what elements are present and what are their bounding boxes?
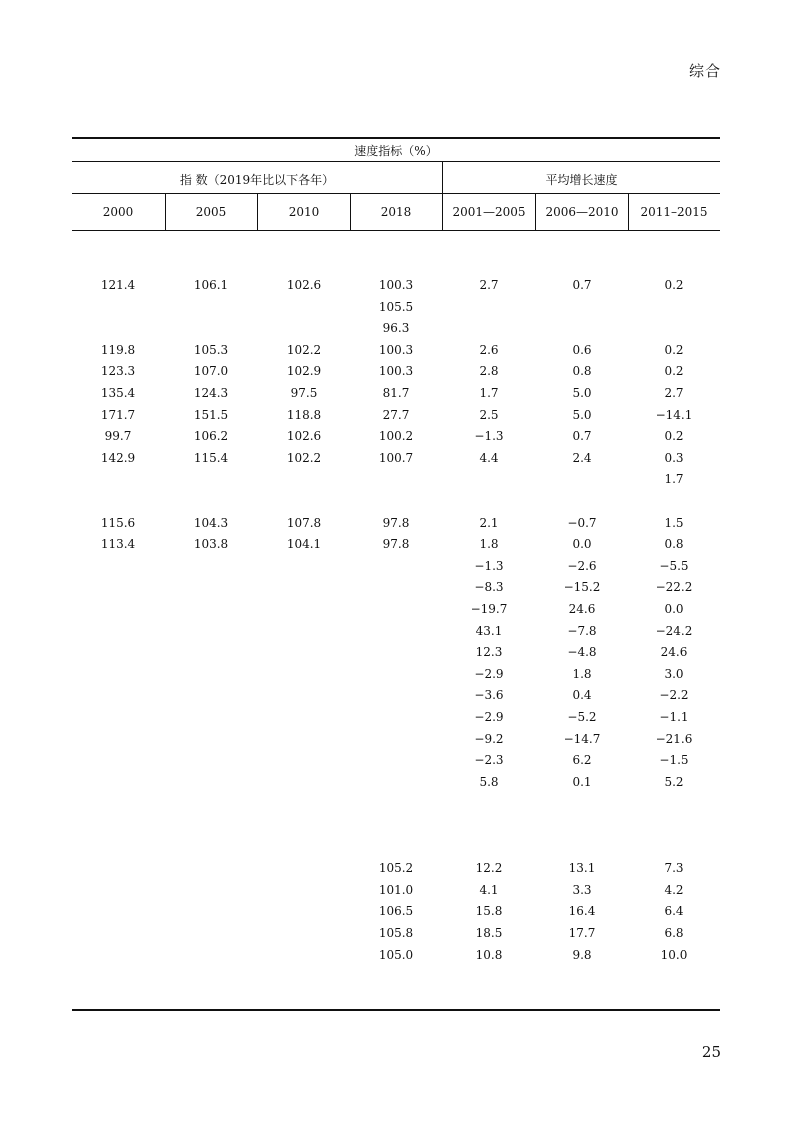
page-number: 25 [701, 1043, 721, 1061]
table-cell [258, 814, 350, 836]
table-cell: 16.4 [568, 904, 596, 919]
table-cell: 102.2 [286, 342, 322, 357]
table-cell [258, 663, 350, 685]
table-cell: 0.7 [572, 278, 592, 292]
table-cell: 0.2 [664, 364, 684, 379]
title-bottom-rule [72, 161, 720, 162]
table-cell [72, 922, 164, 944]
table-cell [72, 468, 164, 490]
table-cell [536, 317, 628, 339]
table-cell: 2.7 [664, 386, 684, 400]
table-cell [350, 728, 442, 750]
column-header: 2018 [380, 205, 412, 219]
table-cell: −2.6 [567, 558, 597, 573]
table-cell [165, 598, 257, 620]
table-cell: −14.1 [655, 407, 693, 422]
table-cell: −19.7 [470, 602, 508, 616]
table-cell: 135.4 [100, 386, 136, 400]
table-cell [258, 792, 350, 814]
table-cell: 1.7 [664, 472, 684, 487]
table-cell: −14.7 [563, 731, 601, 746]
header-bottom-rule [72, 230, 720, 231]
table-cell [72, 879, 164, 901]
table-cell: 2.5 [479, 407, 499, 422]
table-cell [72, 728, 164, 750]
table-cell [165, 749, 257, 771]
table-cell: 6.2 [572, 753, 592, 768]
table-cell: −15.2 [563, 580, 601, 595]
table-cell: 0.0 [572, 537, 592, 552]
table-cell [165, 728, 257, 750]
table-cell [350, 620, 442, 642]
table-cell: 12.2 [475, 861, 503, 876]
table-cell [443, 468, 535, 490]
table-cell: −4.8 [567, 645, 597, 660]
table-cell: 81.7 [382, 386, 410, 400]
table-cell: 4.2 [664, 882, 684, 897]
table-cell [165, 317, 257, 339]
table-cell: 97.5 [290, 386, 318, 400]
table-cell: 13.1 [568, 861, 596, 876]
table-cell: 0.8 [664, 537, 684, 552]
table-cell: 107.0 [193, 364, 229, 379]
table-cell: −2.2 [659, 688, 689, 703]
table-cell [350, 706, 442, 728]
table-cell: 115.4 [193, 450, 229, 465]
table-cell [350, 771, 442, 793]
table-cell [72, 296, 164, 318]
table-cell: 124.3 [193, 386, 229, 400]
table-cell [165, 490, 257, 512]
table-cell [72, 836, 164, 858]
table-cell [72, 598, 164, 620]
table-cell [165, 944, 257, 966]
table-cell: 18.5 [475, 926, 503, 940]
table-cell: 5.0 [572, 407, 592, 422]
table-cell [72, 900, 164, 922]
table-cell [258, 598, 350, 620]
table-cell [443, 296, 535, 318]
table-cell [258, 944, 350, 966]
table-cell: 97.8 [382, 515, 410, 530]
table-cell [72, 944, 164, 966]
table-cell: 107.8 [286, 515, 322, 530]
table-cell [258, 641, 350, 663]
table-cell [72, 706, 164, 728]
table-cell [258, 749, 350, 771]
table-cell [350, 663, 442, 685]
table-cell [72, 620, 164, 642]
table-cell: 4.4 [479, 450, 499, 465]
table-cell [536, 296, 628, 318]
table-cell [258, 317, 350, 339]
table-cell: 10.0 [660, 947, 688, 962]
table-title: 速度指标（%） [354, 144, 438, 158]
table-cell [165, 857, 257, 879]
table-cell: 1.8 [572, 666, 592, 681]
table-cell: 105.5 [378, 299, 414, 314]
table-cell: 0.8 [572, 364, 592, 379]
table-cell: 2.4 [572, 450, 592, 465]
table-cell: −8.3 [474, 580, 504, 595]
table-cell: −1.5 [659, 753, 689, 768]
table-cell: −21.6 [655, 731, 693, 746]
table-cell: 0.0 [664, 602, 684, 616]
table-cell: 2.8 [479, 364, 499, 379]
table-cell [72, 490, 164, 512]
table-cell: 104.3 [193, 515, 229, 530]
table-cell [165, 706, 257, 728]
table-cell [258, 836, 350, 858]
table-cell: 102.9 [286, 364, 322, 379]
table-cell [165, 468, 257, 490]
section-tag: 综合 [688, 62, 721, 80]
table-cell [72, 555, 164, 577]
table-cell: 101.0 [378, 882, 414, 897]
table-cell [72, 663, 164, 685]
table-cell [350, 576, 442, 598]
table-cell [165, 663, 257, 685]
column-header: 2011–2015 [640, 205, 708, 219]
table-cell [443, 490, 535, 512]
table-cell [258, 555, 350, 577]
table-cell [350, 792, 442, 814]
table-cell [165, 792, 257, 814]
table-cell [165, 879, 257, 901]
table-cell [536, 468, 628, 490]
table-cell [628, 296, 720, 318]
table-cell: 100.3 [378, 278, 414, 292]
table-cell [165, 836, 257, 858]
table-cell: 9.8 [572, 947, 592, 962]
table-cell: 0.7 [572, 429, 592, 444]
table-cell: 151.5 [193, 407, 229, 422]
table-cell: 6.8 [664, 926, 684, 940]
table-cell: 115.6 [100, 515, 136, 530]
table-cell: 106.5 [378, 904, 414, 919]
table-cell: 24.6 [568, 602, 596, 616]
table-cell: −7.8 [567, 623, 597, 638]
table-cell [350, 468, 442, 490]
table-cell: 1.5 [664, 515, 684, 530]
table-cell [72, 576, 164, 598]
table-cell [165, 296, 257, 318]
table-cell [72, 814, 164, 836]
table-cell: 6.4 [664, 904, 684, 919]
table-cell: 100.3 [378, 364, 414, 379]
table-cell [350, 598, 442, 620]
table-cell: 0.3 [664, 450, 684, 465]
table-cell [350, 555, 442, 577]
table-cell [72, 792, 164, 814]
group-index-header: 指 数（2019年比以下各年） [179, 173, 335, 187]
table-cell: 0.4 [572, 688, 592, 703]
table-cell: 102.6 [286, 429, 322, 444]
column-header: 2005 [195, 205, 227, 219]
table-cell [536, 836, 628, 858]
table-cell [165, 620, 257, 642]
table-cell: 106.1 [193, 278, 229, 292]
table-cell: −2.9 [474, 710, 504, 724]
table-cell: 5.2 [664, 774, 684, 789]
table-cell: 106.2 [193, 429, 229, 444]
table-cell [165, 555, 257, 577]
table-cell: 123.3 [100, 364, 136, 379]
table-cell [350, 490, 442, 512]
table-cell [258, 771, 350, 793]
table-cell [72, 771, 164, 793]
column-header: 2006—2010 [545, 205, 619, 219]
table-cell [72, 684, 164, 706]
table-cell: −5.2 [567, 710, 597, 724]
table-cell: 102.2 [286, 450, 322, 465]
table-cell: 12.3 [475, 645, 503, 660]
table-cell: 5.8 [479, 774, 499, 789]
table-cell [350, 814, 442, 836]
table-cell: 24.6 [660, 645, 688, 660]
table-cell [536, 490, 628, 512]
table-cell: 105.8 [378, 926, 414, 940]
table-cell [258, 922, 350, 944]
table-cell [443, 317, 535, 339]
table-cell: 27.7 [382, 407, 410, 422]
table-cell: −22.2 [655, 580, 693, 595]
table-cell [165, 771, 257, 793]
table-cell [443, 836, 535, 858]
group-growth-header: 平均增长速度 [545, 173, 618, 187]
table-cell: 15.8 [475, 904, 503, 919]
table-cell: 0.1 [572, 774, 592, 789]
table-cell [258, 879, 350, 901]
column-header: 2000 [102, 205, 134, 219]
table-cell [350, 641, 442, 663]
table-cell [350, 684, 442, 706]
table-cell: 119.8 [100, 342, 136, 357]
table-cell: 10.8 [475, 947, 503, 962]
table-cell [628, 814, 720, 836]
table-cell [628, 836, 720, 858]
table-cell: −3.6 [474, 688, 504, 703]
table-cell: 97.8 [382, 537, 410, 552]
table-cell [258, 296, 350, 318]
table-cell: −2.3 [474, 753, 504, 768]
table-cell [165, 684, 257, 706]
table-cell: −9.2 [474, 731, 504, 746]
table-cell: 104.1 [286, 537, 322, 552]
table-cell [72, 641, 164, 663]
table-cell: 43.1 [475, 623, 503, 638]
table-cell [628, 792, 720, 814]
table-cell [165, 814, 257, 836]
table-cell [628, 490, 720, 512]
table-cell [536, 814, 628, 836]
table-cell: 113.4 [100, 537, 136, 552]
group-bottom-rule [72, 193, 720, 194]
table-bottom-rule [72, 1009, 720, 1011]
table-cell: 3.3 [572, 882, 592, 897]
table-cell: −2.9 [474, 666, 504, 681]
table-cell: 121.4 [100, 278, 136, 292]
table-cell [258, 576, 350, 598]
table-cell: 171.7 [100, 407, 136, 422]
table-cell: 2.7 [479, 278, 499, 292]
table-cell: 100.7 [378, 450, 414, 465]
table-cell: −0.7 [567, 515, 597, 530]
table-cell: 2.6 [479, 342, 499, 357]
table-cell: 105.0 [378, 947, 414, 962]
table-cell [628, 317, 720, 339]
table-cell [443, 792, 535, 814]
table-cell [258, 684, 350, 706]
table-cell: −24.2 [655, 623, 693, 638]
table-cell: 2.1 [479, 515, 499, 530]
table-cell: 0.2 [664, 429, 684, 444]
table-cell [258, 468, 350, 490]
table-cell: 4.1 [479, 882, 499, 897]
table-cell [72, 317, 164, 339]
table-cell: 100.2 [378, 429, 414, 444]
table-cell [350, 836, 442, 858]
table-cell [258, 620, 350, 642]
table-cell: 105.2 [378, 861, 414, 876]
table-cell [536, 792, 628, 814]
table-cell [258, 900, 350, 922]
table-cell [165, 641, 257, 663]
table-cell: 118.8 [286, 407, 322, 422]
table-cell: 103.8 [193, 537, 229, 552]
table-cell: −1.3 [474, 429, 504, 444]
table-cell: 0.2 [664, 278, 684, 292]
table-cell: 1.7 [479, 386, 499, 400]
table-cell: 3.0 [664, 666, 684, 681]
table-cell [258, 728, 350, 750]
table-cell: −1.1 [659, 710, 689, 724]
column-header: 2010 [288, 205, 320, 219]
table-cell [258, 857, 350, 879]
table-cell [72, 749, 164, 771]
table-cell [165, 922, 257, 944]
table-cell: 0.2 [664, 342, 684, 357]
table-cell [72, 857, 164, 879]
table-cell [350, 749, 442, 771]
table-cell: 100.3 [378, 342, 414, 357]
table-cell [165, 900, 257, 922]
table-cell: 5.0 [572, 386, 592, 400]
table-top-rule [72, 137, 720, 139]
table-cell [165, 576, 257, 598]
column-header: 2001—2005 [452, 205, 526, 219]
table-cell: −1.3 [474, 558, 504, 573]
table-cell [258, 706, 350, 728]
table-cell [443, 814, 535, 836]
table-cell: −5.5 [659, 558, 689, 573]
table-cell: 102.6 [286, 278, 322, 292]
table-cell: 105.3 [193, 342, 229, 357]
table-cell: 0.6 [572, 342, 592, 357]
table-cell: 96.3 [382, 321, 410, 336]
table-cell [258, 490, 350, 512]
table-cell: 99.7 [104, 429, 132, 444]
table-cell: 17.7 [568, 926, 596, 940]
table-cell: 142.9 [100, 450, 136, 465]
table-cell: 1.8 [479, 537, 499, 552]
table-cell: 7.3 [664, 861, 684, 876]
